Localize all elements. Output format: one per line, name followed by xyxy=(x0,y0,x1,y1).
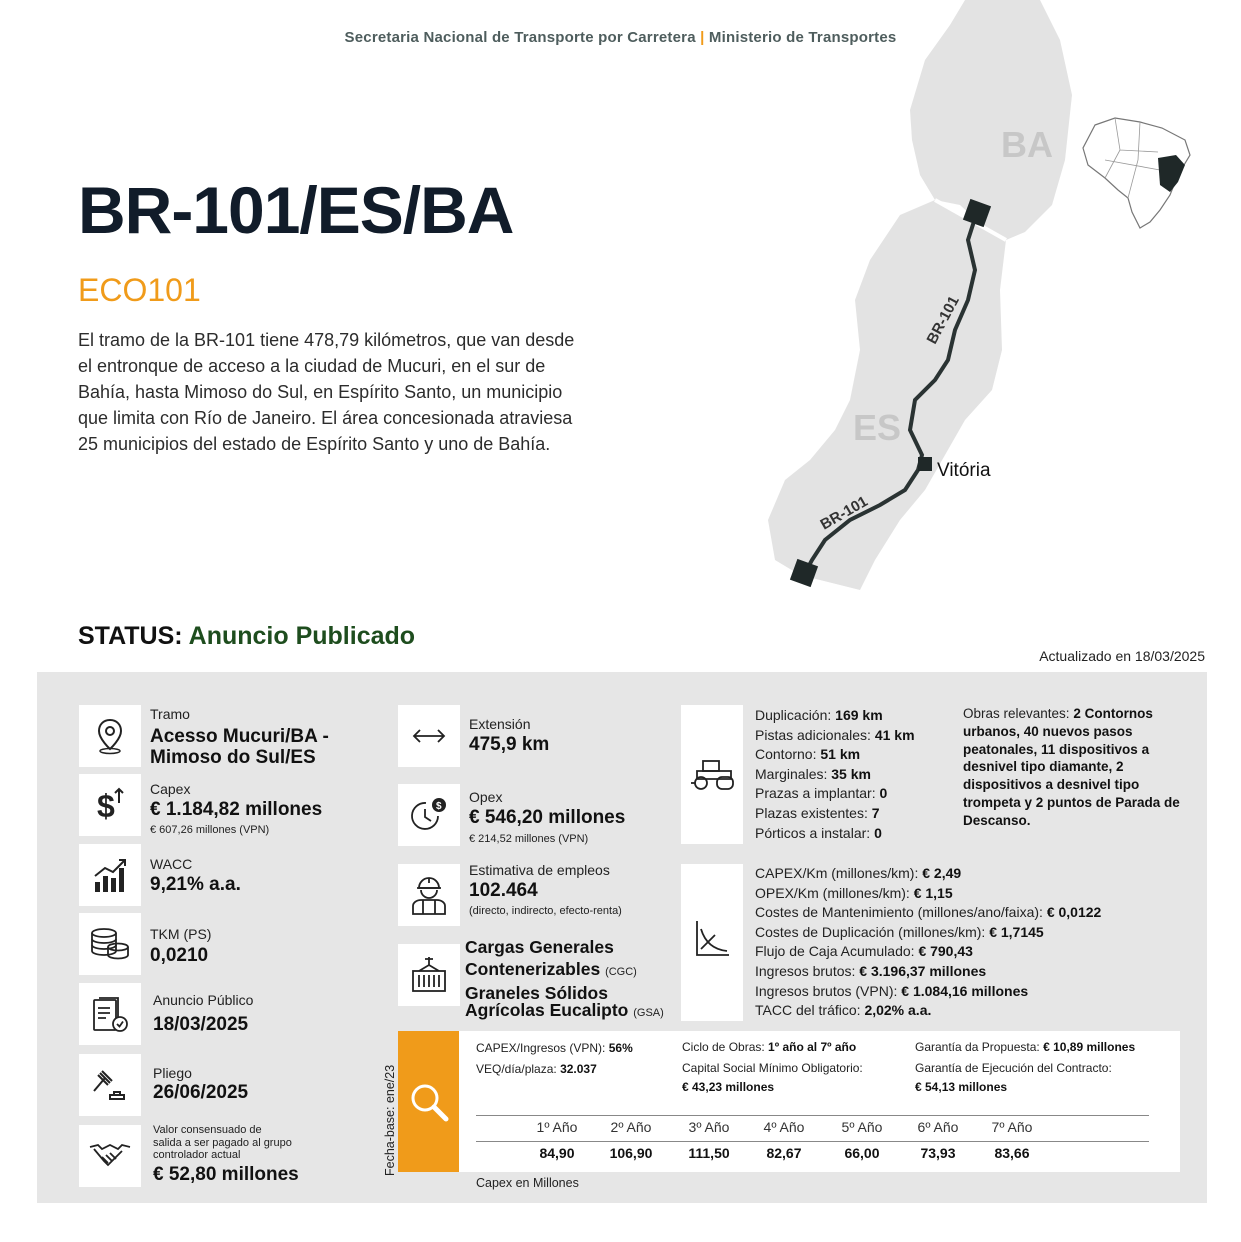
svg-text:$: $ xyxy=(436,801,442,812)
works-key: Plazas existentes: xyxy=(755,804,868,821)
cargo-cgc-tag: (CGC) xyxy=(605,966,637,978)
financial-value: € 3.196,37 millones xyxy=(859,962,987,979)
year-value: 111,50 xyxy=(688,1145,730,1161)
roller-icon xyxy=(689,757,737,791)
document-check-icon xyxy=(79,983,141,1045)
road-label-north: BR-101 xyxy=(923,293,963,347)
vitoria-label: Vitória xyxy=(937,460,991,481)
financial-list xyxy=(755,864,1101,1021)
capex-ingresos-value: 56% xyxy=(608,1041,633,1055)
works-key: Pistas adicionales: xyxy=(755,726,871,743)
coins-icon xyxy=(79,913,141,975)
header-left: Secretaria Nacional de Transporte por Carretera xyxy=(344,29,696,46)
financial-item xyxy=(755,982,1101,1002)
status xyxy=(78,622,415,651)
map-label-es: ES xyxy=(852,407,902,448)
capex-label: Capex xyxy=(150,781,191,797)
financial-value: € 790,43 xyxy=(918,943,973,960)
extension-value: 475,9 km xyxy=(469,734,550,755)
works-key: Prazas a implantar: xyxy=(755,785,876,802)
brazil-minimap xyxy=(1083,118,1190,228)
garantia-ejecucion-value: € 54,13 millones xyxy=(915,1080,1008,1094)
veq-value: 32.037 xyxy=(560,1062,597,1076)
year-header: 3º Año xyxy=(688,1119,730,1135)
capital-social-key: Capital Social Mínimo Obligatorio: xyxy=(682,1061,863,1075)
year-value: 73,93 xyxy=(920,1145,956,1161)
pliego-label: Pliego xyxy=(153,1065,192,1081)
svg-text:$: $ xyxy=(97,788,115,824)
cargo-line-4 xyxy=(465,999,664,1024)
year-value: 82,67 xyxy=(766,1145,802,1161)
description: El tramo de la BR-101 tiene 478,79 kilómetros, que van desde el entronque de acceso a la ciudad de Mucuri, en el sur de Bahía, hasta Mimoso do Sul, en Espírito Santo, un municipio que limita con Río de Janeiro. El área concesionada atraviesa 25 municipios del estado de Espírito Santo y uno de Bahía. xyxy=(78,330,575,454)
tramo-value-2: Mimoso do Sul/ES xyxy=(150,747,316,768)
graph-icon xyxy=(693,919,731,959)
year-value: 66,00 xyxy=(844,1145,880,1161)
cargo-gsa-tag: (GSA) xyxy=(633,1007,664,1019)
header-right: Ministerio de Transportes xyxy=(708,29,897,46)
works-value: 0 xyxy=(874,824,882,841)
cargo-line-2 xyxy=(465,958,637,983)
works-key: Pórticos a instalar: xyxy=(755,824,871,841)
valor-value: € 52,80 millones xyxy=(153,1164,299,1185)
tramo-value-1: Acesso Mucuri/BA - xyxy=(150,726,329,747)
financial-item xyxy=(755,903,1101,923)
employment-sub: (directo, indirecto, efecto-renta) xyxy=(469,905,622,917)
financial-item xyxy=(755,1001,1101,1021)
financial-key: Ingresos brutos (VPN): xyxy=(755,982,898,999)
works-item xyxy=(755,784,915,804)
works-key: Duplicación: xyxy=(755,707,832,723)
year-header: 6º Año xyxy=(917,1119,959,1135)
clock-dollar-icon xyxy=(398,784,460,846)
road-label-south: BR-101 xyxy=(817,492,871,534)
financial-item xyxy=(755,864,1101,884)
financial-key: OPEX/Km (millones/km): xyxy=(755,884,910,901)
works-item xyxy=(755,706,915,726)
employment-value: 102.464 xyxy=(469,880,538,901)
year-header: 7º Año xyxy=(991,1119,1033,1135)
page-title: BR-101/ES/BA xyxy=(78,173,514,247)
works-value: 169 km xyxy=(835,707,883,723)
cargo-line-4-text: Agrícolas Eucalipto xyxy=(465,1000,629,1020)
employment-label: Estimativa de empleos xyxy=(469,862,610,878)
cargo-line-3: Graneles Sólidos xyxy=(465,983,608,1003)
valor-label-line-3: controlador actual xyxy=(153,1149,241,1161)
financial-item xyxy=(755,942,1101,962)
year-value: 106,90 xyxy=(609,1145,653,1161)
works-value: 0 xyxy=(879,785,888,802)
ciclo-obras-value: 1º año al 7º año xyxy=(768,1040,857,1054)
year-header: 1º Año xyxy=(536,1119,578,1135)
relevant-works-key: Obras relevantes: xyxy=(963,706,1070,721)
location-pin-icon xyxy=(79,705,141,767)
handshake-icon xyxy=(79,1125,141,1187)
garantia-propuesta xyxy=(915,1038,1135,1057)
opex-label: Opex xyxy=(469,789,503,805)
works-item xyxy=(755,804,915,824)
wacc-label: WACC xyxy=(150,856,193,872)
year-header: 5º Año xyxy=(841,1119,883,1135)
financial-item xyxy=(755,923,1101,943)
ciclo-obras xyxy=(682,1038,856,1057)
garantia-propuesta-key: Garantía da Propuesta: xyxy=(915,1040,1040,1054)
valor-label-line-1: Valor consensuado de xyxy=(153,1124,262,1136)
financial-value: 2,02% a.a. xyxy=(864,1002,932,1019)
works-item xyxy=(755,745,915,765)
dollar-icon xyxy=(79,774,141,836)
veq xyxy=(476,1060,597,1079)
relevant-works-value: 2 Contornos urbanos, 40 nuevos pasos peatonales, 11 dispositivos a desnivel tipo diamante, 2 dispositivos a desnivel tipo trompeta y 2 puntos de Parada de Descanso. xyxy=(963,706,1180,828)
worker-icon xyxy=(398,864,460,926)
header-separator: | xyxy=(700,29,705,46)
financial-item xyxy=(755,884,1101,904)
works-item xyxy=(755,726,915,746)
year-value: 83,66 xyxy=(994,1145,1030,1161)
works-item xyxy=(755,765,915,785)
wacc-value: 9,21% a.a. xyxy=(150,874,241,895)
financial-key: Costes de Mantenimiento (millones/ano/faixa): xyxy=(755,904,1043,921)
financial-value: € 1,15 xyxy=(913,884,953,901)
opex-vpn: € 214,52 millones (VPN) xyxy=(469,833,589,845)
valor-label-line-2: salida a ser pagado al grupo xyxy=(153,1136,292,1149)
financial-key: Flujo de Caja Acumulado: xyxy=(755,943,915,960)
financial-key: TACC del tráfico: xyxy=(755,1002,861,1019)
valor-label xyxy=(153,1124,292,1162)
status-value: Anuncio Publicado xyxy=(188,622,416,650)
capex-ingresos-key: CAPEX/Ingresos (VPN): xyxy=(476,1041,606,1055)
financial-item xyxy=(755,962,1101,982)
capital-social xyxy=(682,1059,863,1097)
tramo-label: Tramo xyxy=(150,706,190,722)
summary-accent xyxy=(398,1031,459,1172)
status-label: STATUS: xyxy=(78,622,183,650)
table-top-rule xyxy=(476,1115,1149,1116)
anuncio-label: Anuncio Público xyxy=(153,992,254,1008)
garantia-ejecucion-key: Garantía de Ejecución del Contracto: xyxy=(915,1061,1112,1075)
works-value: 35 km xyxy=(831,765,871,782)
anuncio-value: 18/03/2025 xyxy=(153,1014,249,1035)
tkm-value: 0,0210 xyxy=(150,945,209,966)
capex-ingresos xyxy=(476,1039,633,1058)
year-header: 4º Año xyxy=(763,1119,805,1135)
map xyxy=(755,0,1241,600)
extension-label: Extensión xyxy=(469,716,531,732)
bar-chart-icon xyxy=(79,844,141,906)
gavel-icon xyxy=(79,1054,141,1116)
works-key: Marginales: xyxy=(755,765,828,782)
cargo-line-1: Cargas Generales xyxy=(465,937,614,957)
financial-icon-box xyxy=(681,864,743,1021)
double-arrow-icon xyxy=(398,705,460,767)
garantia-propuesta-value: € 10,89 millones xyxy=(1043,1040,1136,1054)
works-item xyxy=(755,824,915,844)
updated-date: Actualizado en 18/03/2025 xyxy=(1039,648,1205,664)
works-value: 51 km xyxy=(820,746,861,763)
capex-caption: Capex en Millones xyxy=(476,1176,579,1190)
base-date: Fecha-base: ene/23 xyxy=(383,1064,397,1176)
year-header: 2º Año xyxy=(610,1119,652,1135)
veq-key: VEQ/día/plaza: xyxy=(476,1062,557,1076)
garantia-ejecucion xyxy=(915,1059,1112,1097)
works-value: 41 km xyxy=(874,726,915,743)
pliego-value: 26/06/2025 xyxy=(153,1082,249,1103)
relevant-works xyxy=(963,705,1188,830)
financial-value: € 1.084,16 millones xyxy=(901,982,1029,999)
works-list xyxy=(755,706,915,843)
works-value: 7 xyxy=(871,804,880,821)
cargo-line-2-text: Contenerizables xyxy=(465,959,601,979)
ciclo-obras-key: Ciclo de Obras: xyxy=(682,1040,765,1054)
financial-value: € 1,7145 xyxy=(989,923,1044,940)
year-value: 84,90 xyxy=(539,1145,575,1161)
works-icon-box xyxy=(681,705,743,844)
financial-key: Costes de Duplicación (millones/km): xyxy=(755,923,986,940)
magnifier-icon xyxy=(408,1081,452,1125)
financial-value: € 2,49 xyxy=(922,865,962,881)
works-key: Contorno: xyxy=(755,746,817,763)
vitoria-marker xyxy=(918,457,932,471)
tkm-label: TKM (PS) xyxy=(150,926,212,942)
concessionaire-name: ECO101 xyxy=(78,272,201,308)
financial-value: € 0,0122 xyxy=(1046,904,1102,921)
map-label-ba: BA xyxy=(1001,124,1053,165)
container-icon xyxy=(398,944,460,1006)
capex-value: € 1.184,82 millones xyxy=(150,799,323,820)
financial-key: Ingresos brutos: xyxy=(755,962,856,979)
financial-key: CAPEX/Km (millones/km): xyxy=(755,865,919,881)
capital-social-value: € 43,23 millones xyxy=(682,1080,775,1094)
capex-vpn: € 607,26 millones (VPN) xyxy=(150,824,270,836)
table-mid-rule xyxy=(476,1141,1149,1142)
opex-value: € 546,20 millones xyxy=(469,807,626,828)
